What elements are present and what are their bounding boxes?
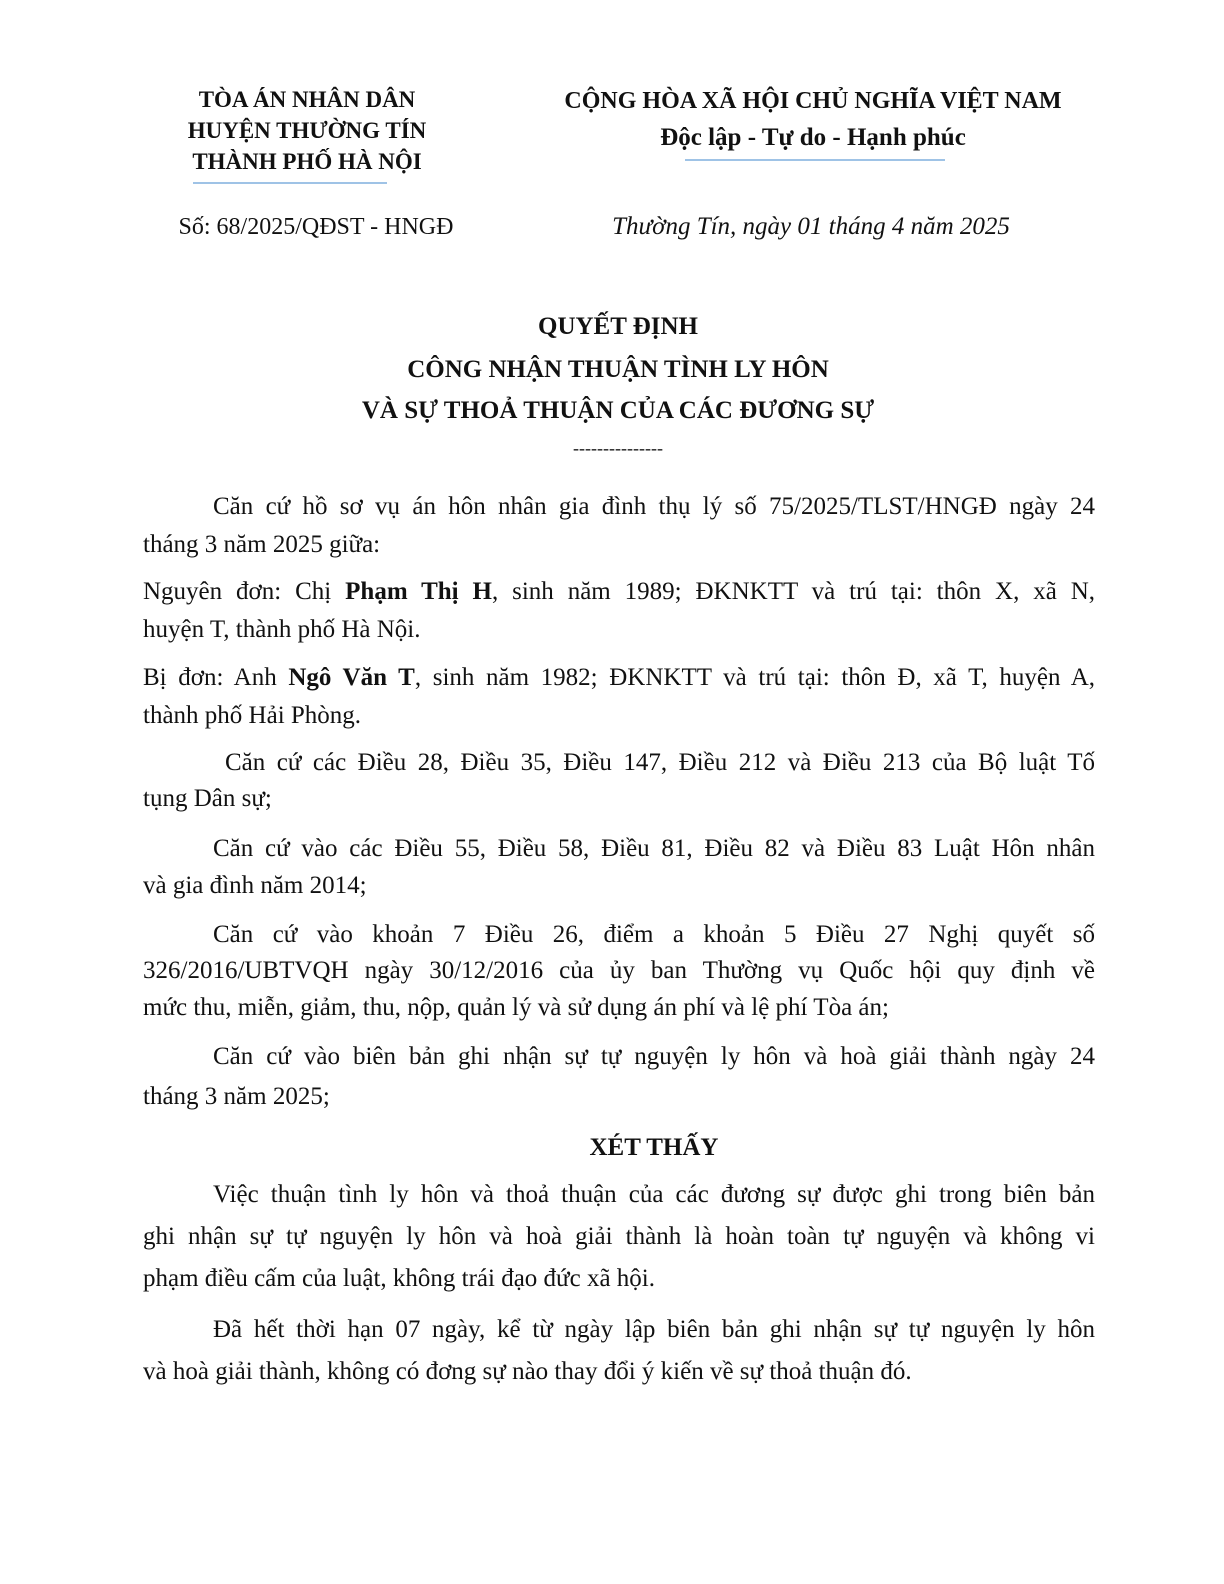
court-name-line2: HUYỆN THƯỜNG TÍN (187, 118, 427, 143)
document-date: Thường Tín, ngày 01 tháng 4 năm 2025 (612, 213, 1010, 240)
plaintiff-label: Nguyên đơn: Chị (143, 578, 346, 605)
p4-line2: tụng Dân sự; (143, 785, 272, 812)
p7-line2: tháng 3 năm 2025; (143, 1083, 330, 1110)
right-header-underline (685, 159, 945, 161)
title-divider: --------------- (573, 438, 663, 458)
plaintiff-name: Phạm Thị H (345, 578, 492, 605)
title-line1: QUYẾT ĐỊNH (538, 313, 698, 340)
p8-line3: phạm điều cấm của luật, không trái đạo đức xã hội. (143, 1265, 655, 1292)
plaintiff-info: , sinh năm 1989; ĐKNKTT và trú tại: thôn X, xã N, (491, 578, 1096, 605)
nation-name: CỘNG HÒA XÃ HỘI CHỦ NGHĨA VIỆT NAM (564, 88, 1062, 114)
defendant-line2: thành phố Hải Phòng. (143, 702, 362, 729)
p6-line3: mức thu, miễn, giảm, thu, nộp, quản lý và sử dụng án phí và lệ phí Tòa án; (143, 994, 889, 1021)
p5-line1: Căn cứ vào các Điều 55, Điều 58, Điều 81, Điều 82 và Điều 83 Luật Hôn nhân (213, 835, 1095, 862)
title-line2: CÔNG NHẬN THUẬN TÌNH LY HÔN (407, 356, 829, 383)
court-name-line1: TÒA ÁN NHÂN DÂN (198, 87, 416, 112)
document-number: Số: 68/2025/QĐST - HNGĐ (178, 214, 454, 240)
p8-line1: Việc thuận tình ly hôn và thoả thuận của các đương sự được ghi trong biên bản (213, 1181, 1095, 1208)
defendant-name: Ngô Văn T (288, 664, 415, 691)
p1-line2: tháng 3 năm 2025 giữa: (143, 531, 381, 558)
p6-line2: 326/2016/UBTVQH ngày 30/12/2016 của ủy ban Thường vụ Quốc hội quy định về (143, 957, 1095, 984)
p9-line2: và hoà giải thành, không có đơng sự nào thay đổi ý kiến về sự thoả thuận đó. (143, 1358, 912, 1385)
p8-line2: ghi nhận sự tự nguyện ly hôn và hoà giải thành là hoàn toàn tự nguyện và không vi (143, 1223, 1095, 1250)
defendant-label: Bị đơn: Anh (143, 664, 289, 691)
p1-line1: Căn cứ hồ sơ vụ án hôn nhân gia đình thụ lý số 75/2025/TLST/HNGĐ ngày 24 (213, 493, 1095, 520)
section-heading: XÉT THẤY (589, 1134, 719, 1161)
p6-line1: Căn cứ vào khoản 7 Điều 26, điểm a khoản 5 Điều 27 Nghị quyết số (213, 921, 1095, 948)
p7-line1: Căn cứ vào biên bản ghi nhận sự tự nguyện ly hôn và hoà giải thành ngày 24 (213, 1043, 1095, 1070)
defendant-line1 (143, 660, 1095, 696)
title-line3: VÀ SỰ THOẢ THUẬN CỦA CÁC ĐƯƠNG SỰ (361, 397, 875, 424)
plaintiff-line2: huyện T, thành phố Hà Nội. (143, 616, 421, 643)
plaintiff-line1 (143, 574, 1095, 610)
p5-line2: và gia đình năm 2014; (143, 872, 367, 899)
p9-line1: Đã hết thời hạn 07 ngày, kể từ ngày lập biên bản ghi nhận sự tự nguyện ly hôn (213, 1316, 1095, 1343)
court-name-line3: THÀNH PHỐ HÀ NỘI (192, 149, 422, 174)
defendant-info: , sinh năm 1982; ĐKNKTT và trú tại: thôn Đ, xã T, huyện A, (414, 664, 1095, 691)
p4-line1: Căn cứ các Điều 28, Điều 35, Điều 147, Điều 212 và Điều 213 của Bộ luật Tố (225, 749, 1095, 776)
left-header-underline (193, 182, 387, 184)
national-motto: Độc lập - Tự do - Hạnh phúc (660, 124, 966, 151)
